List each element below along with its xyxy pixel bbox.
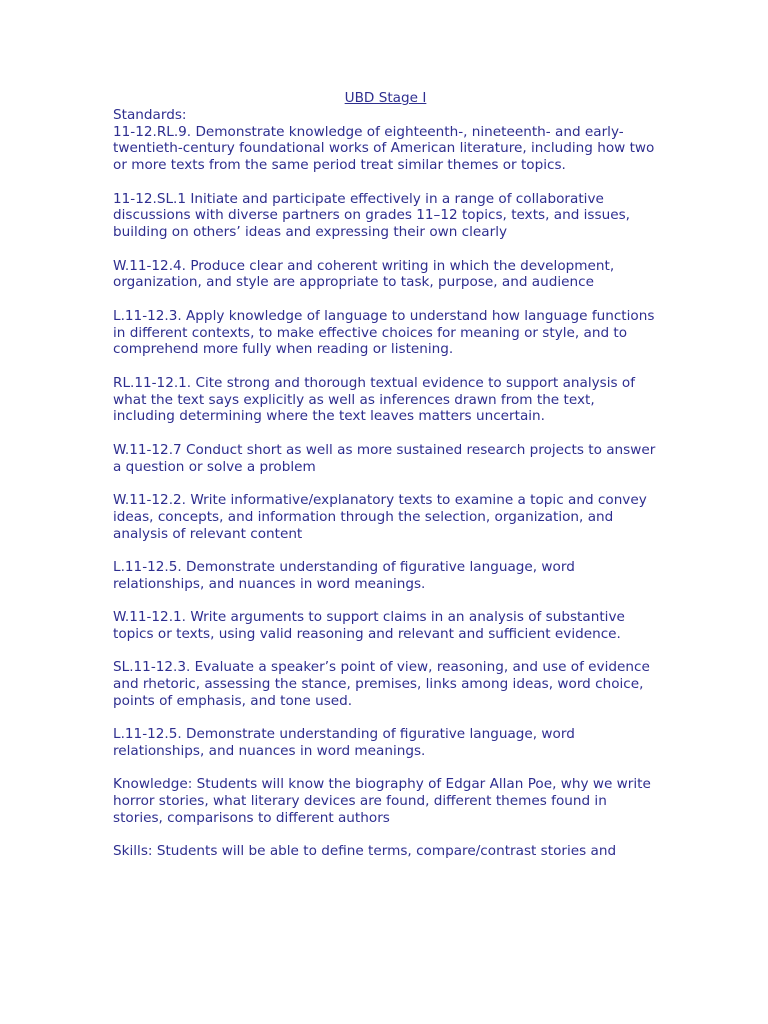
standard-paragraph: L.11-12.5. Demonstrate understanding of figurative language, word relationships, and nuances in word meanings. bbox=[113, 558, 575, 592]
document-body bbox=[113, 90, 658, 877]
document-title: UBD Stage I bbox=[344, 90, 427, 106]
standard-paragraph: RL.11-12.1. Cite strong and thorough textual evidence to support analysis of what the text says explicitly as well as inferences drawn from the text, including determining where the text leaves matters uncertain. bbox=[113, 374, 636, 425]
skills-paragraph: Skills: Students will be able to define terms, compare/contrast stories and bbox=[113, 843, 617, 860]
knowledge-paragraph: Knowledge: Students will know the biography of Edgar Allan Poe, why we write horror stories, what literary devices are found, different themes found in stories, comparisons to different authors bbox=[113, 776, 651, 827]
standard-paragraph: 11-12.SL.1 Initiate and participate effectively in a range of collaborative discussions with diverse partners on grades 11–12 topics, texts, and issues, building on others’ ideas and expressing their own clearly bbox=[113, 190, 630, 241]
standard-paragraph: W.11-12.1. Write arguments to support claims in an analysis of substantive topics or texts, using valid reasoning and relevant and sufficient evidence. bbox=[113, 609, 625, 642]
standard-paragraph: L.11-12.5. Demonstrate understanding of figurative language, word relationships, and nuances in word meanings. bbox=[113, 726, 575, 760]
standard-paragraph: 11-12.RL.9. Demonstrate knowledge of eighteenth-, nineteenth- and early-twentieth-century foundational works of American literature, including how two or more texts from the same period treat similar themes or topics. bbox=[113, 123, 655, 174]
standards-heading: Standards: bbox=[113, 106, 187, 123]
standard-paragraph: W.11-12.4. Produce clear and coherent writing in which the development, organization, and style are appropriate to task, purpose, and audience bbox=[113, 257, 615, 291]
standard-paragraph: W.11-12.2. Write informative/explanatory texts to examine a topic and convey ideas, concepts, and information through the selection, organization, and analysis of relevant content bbox=[113, 491, 647, 542]
standard-paragraph: W.11-12.7 Conduct short as well as more sustained research projects to answer a question or solve a problem bbox=[113, 441, 656, 475]
standard-paragraph: L.11-12.3. Apply knowledge of language to understand how language functions in different contexts, to make effective choices for meaning or style, and to comprehend more fully when reading or listening. bbox=[113, 307, 655, 358]
standard-paragraph: SL.11-12.3. Evaluate a speaker’s point of view, reasoning, and use of evidence and rhetoric, assessing the stance, premises, links among ideas, word choice, points of emphasis, and tone used. bbox=[113, 659, 650, 709]
